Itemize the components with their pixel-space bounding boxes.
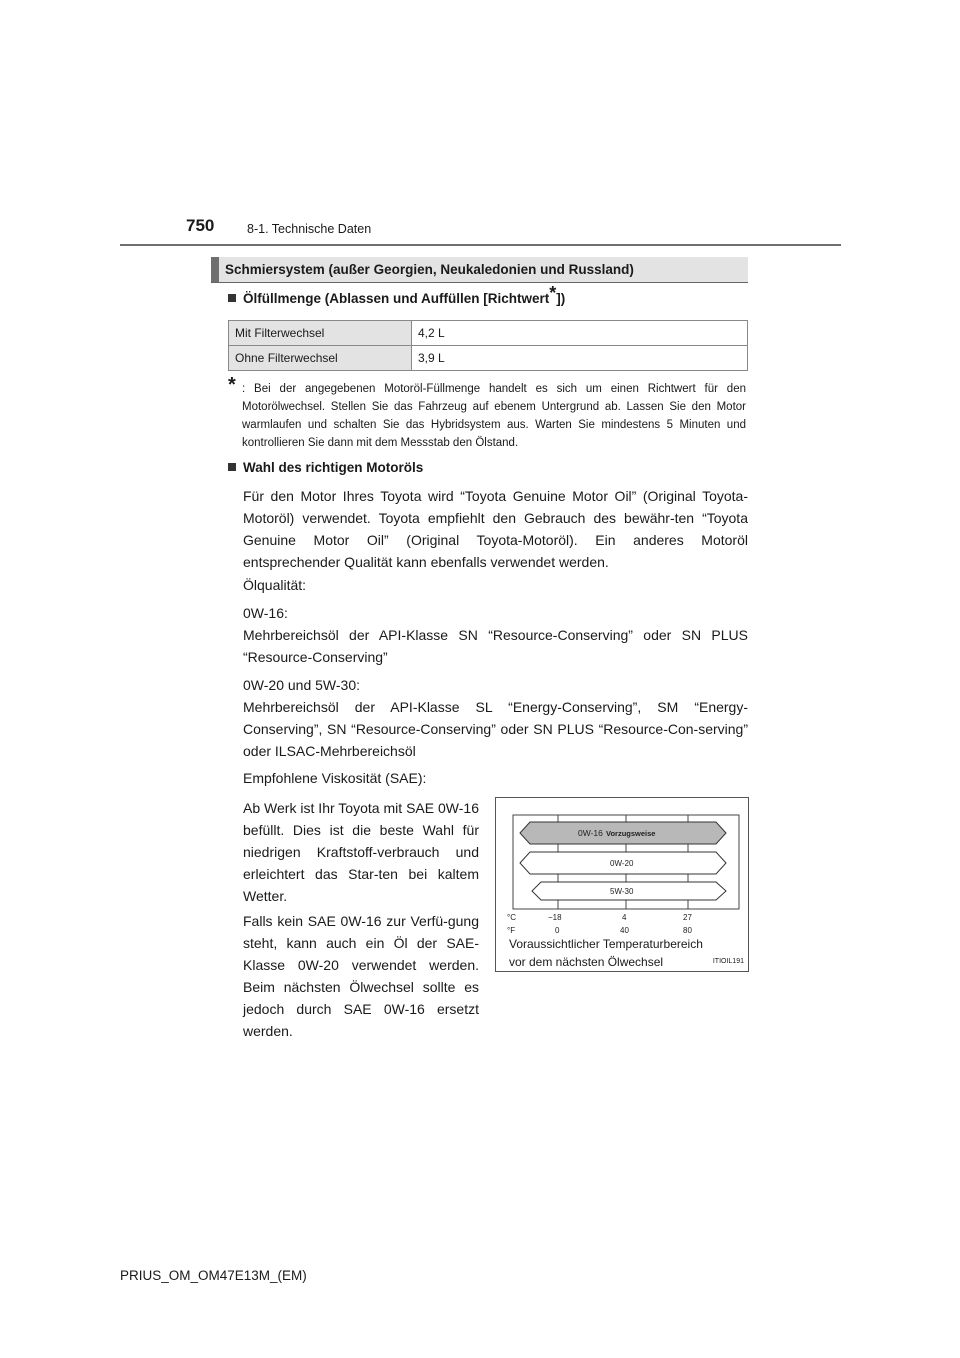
square-bullet-icon — [228, 463, 236, 471]
row-label: Ohne Filterwechsel — [229, 346, 412, 371]
grade-0w20-name: 0W-20 und 5W-30: — [243, 677, 360, 693]
section-marker — [211, 257, 219, 282]
grade-0w16-text: Mehrbereichsöl der API-Klasse SN “Resource-Conserving” oder SN PLUS “Resource-Conserving” — [243, 627, 748, 665]
square-bullet-icon — [228, 294, 236, 302]
oil-capacity-table — [228, 320, 748, 371]
viscosity-label: Empfohlene Viskosität (SAE): — [243, 770, 427, 786]
oil-capacity-heading: Ölfüllmenge (Ablassen und Auffüllen [Richtwert*]) — [228, 291, 565, 306]
figure-caption: Voraussichtlicher Temperaturbereich vor dem nächsten Ölwechsel — [509, 937, 703, 969]
document-id: PRIUS_OM_OM47E13M_(EM) — [120, 1268, 307, 1283]
oil-selection-heading: Wahl des richtigen Motoröls — [228, 460, 423, 475]
grade-0w20-text: Mehrbereichsöl der API-Klasse SL “Energy-Conserving”, SM “Energy-Conserving”, SN “Resource-Conserving” oder SN PLUS “Resource-Con-serving” oder ILSAC-Mehrbereichsöl — [243, 699, 748, 759]
row-value: 4,2 L — [412, 321, 748, 346]
tick-fahrenheit: 40 — [620, 926, 629, 935]
unit-fahrenheit: °F — [507, 926, 516, 935]
oil-capacity-footnote — [228, 374, 746, 452]
chapter-title: 8-1. Technische Daten — [247, 222, 372, 236]
band-0w16-preferred: Vorzugsweise — [606, 829, 656, 838]
section-title: Schmiersystem (außer Georgien, Neukaledonien und Russland) — [225, 262, 634, 277]
section-title-bar — [211, 257, 748, 283]
oil-intro-paragraph: Für den Motor Ihres Toyota wird “Toyota Genuine Motor Oil” (Original Toyota-Motoröl) verwendet. Toyota empfiehlt den Gebrauch des bewähr-ten “Toyota Genuine Motor Oil” (Original Toyota-Motoröl). Ein anderes Motoröl entsprechender Qualität kann ebenfalls verwendet werden. — [243, 488, 748, 570]
oil-quality-label: Ölqualität: — [243, 577, 307, 593]
viscosity-paragraph-2: Falls kein SAE 0W-16 zur Verfü-gung steht, kann auch ein Öl der SAE-Klasse 0W-20 verwendet werden. Beim nächsten Ölwechsel sollte es jedoch durch SAE 0W-16 ersetzt werden. — [243, 913, 479, 1039]
viscosity-chart — [495, 797, 749, 972]
row-value: 3,9 L — [412, 346, 748, 371]
row-label: Mit Filterwechsel — [229, 321, 412, 346]
tick-fahrenheit: 0 — [555, 926, 560, 935]
tick-celsius: −18 — [548, 913, 562, 922]
band-5w30-label: 5W-30 — [610, 887, 634, 896]
footnote-asterisk: * — [228, 374, 236, 396]
asterisk-mark: * — [549, 283, 557, 303]
table-row — [229, 346, 748, 371]
tick-fahrenheit: 80 — [683, 926, 692, 935]
header-rule — [120, 244, 841, 246]
page-number: 750 — [186, 216, 215, 235]
figure-id: ITIOIL191 — [712, 958, 744, 965]
footnote-text: : Bei der angegebenen Motoröl-Füllmenge handelt es sich um einen Richtwert für den Motorölwechsel. Stellen Sie das Fahrzeug auf ebenem Untergrund ab. Lassen Sie den Motor warmlaufen und schalten Sie das Hybridsystem aus. Warten Sie mindestens 5 Minuten und kontrollieren Sie dann mit dem Messstab den Ölstand. — [242, 383, 746, 449]
unit-celsius: °C — [507, 913, 516, 922]
tick-celsius: 27 — [683, 913, 692, 922]
tick-celsius: 4 — [622, 913, 627, 922]
grade-0w16-name: 0W-16: — [243, 605, 288, 621]
viscosity-paragraph-1: Ab Werk ist Ihr Toyota mit SAE 0W-16 befüllt. Dies ist die beste Wahl für niedrigen Kraftstoff-verbrauch und erleichtert das Star-ten bei kaltem Wetter. — [243, 800, 479, 904]
band-0w20-label: 0W-20 — [610, 859, 634, 868]
band-0w16-label: 0W-16 — [578, 828, 603, 838]
table-row — [229, 321, 748, 346]
